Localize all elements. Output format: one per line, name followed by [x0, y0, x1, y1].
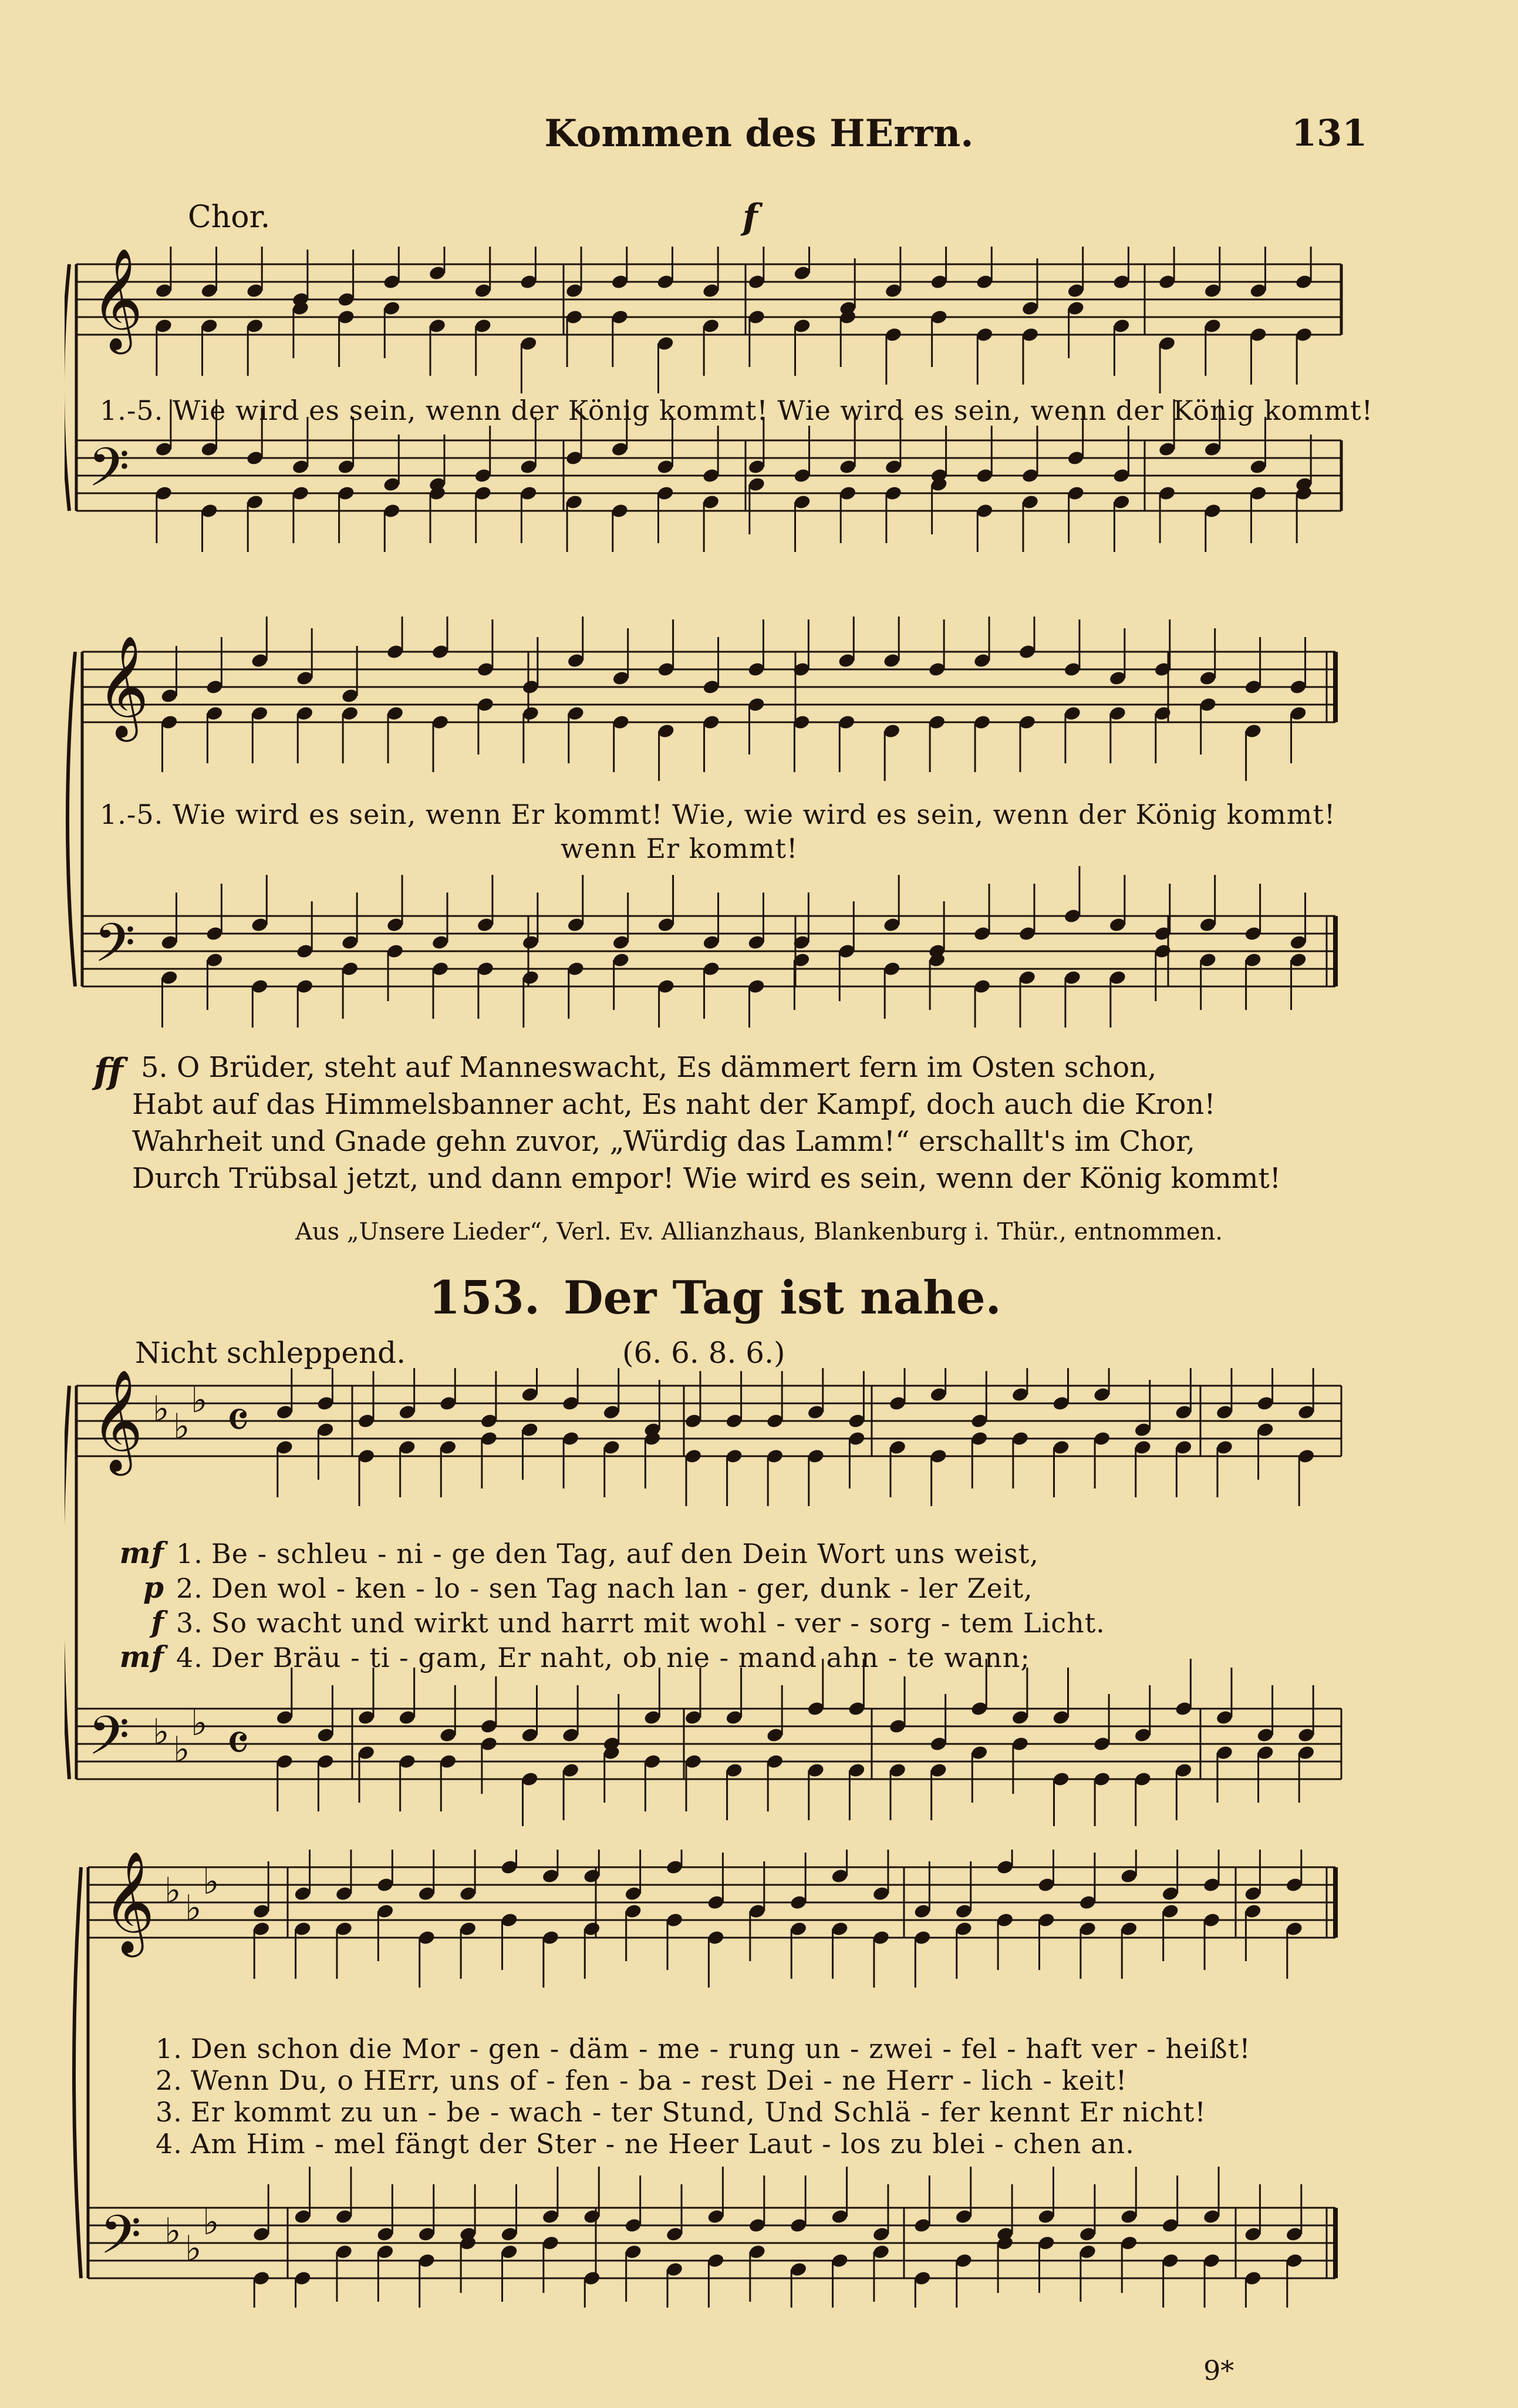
flat-sign-icon: ♭ [164, 2211, 181, 2252]
dynamic-fortissimo: ff [94, 1051, 123, 1092]
flat-sign-icon: ♭ [173, 1406, 190, 1447]
common-time-icon: 𝄴 [226, 1713, 250, 1774]
meter-marking: (6. 6. 8. 6.) [622, 1336, 785, 1370]
system-2-lyric-under: wenn Er kommt! [561, 833, 798, 864]
verse-5-line-1: 5. O Brüder, steht auf Manneswacht, Es dämmert fern im Osten schon, [141, 1051, 1157, 1084]
system-1-lyric: 1.-5. Wie wird es sein, wenn der König kommt! Wie wird es sein, wenn der König kommt! [100, 395, 1374, 426]
hymn-verses-a [117, 1535, 1105, 1674]
treble-clef-icon: 𝄞 [91, 1369, 143, 1471]
verse-line: 2. Wenn Du, o HErr, uns of - fen - ba - rest Dei - ne Herr - lich - keit! [156, 2065, 1128, 2096]
system-brace-icon [65, 1386, 69, 1779]
system-2-lyric: 1.-5. Wie wird es sein, wenn Er kommt! Wie, wie wird es sein, wenn der König kommt! [100, 799, 1336, 830]
treble-staff-3 [76, 1386, 1341, 1456]
bass-clef-icon: 𝄢 [100, 2204, 141, 2279]
verse-line: 3. Er kommt zu un - be - wach - ter Stund, Und Schlä - fer kennt Er nicht! [156, 2096, 1206, 2128]
verse-line: 1. Den schon die Mor - gen - däm - me - rung un - zwei - fel - haft ver - heißt! [156, 2033, 1251, 2065]
dynamic-forte: f [743, 197, 758, 238]
tempo-marking: Nicht schleppend. [135, 1336, 406, 1370]
verse-line: mf 1. Be - schleu - ni - ge den Tag, auf den Dein Wort uns weist, [119, 1535, 1039, 1570]
chor-label: Chor. [188, 200, 271, 235]
signature-mark: 9* [1203, 2355, 1234, 2386]
flat-sign-icon: ♭ [203, 2202, 220, 2243]
bass-clef-icon: 𝄢 [88, 436, 130, 511]
verse-5-line-4: Durch Trübsal jetzt, und dann empor! Wie wird es sein, wenn der König kommt! [132, 1162, 1281, 1195]
bass-clef-icon: 𝄢 [94, 912, 136, 987]
flat-sign-icon: ♭ [153, 1389, 170, 1430]
hymn-title-text: Der Tag ist nahe. [563, 1271, 1001, 1325]
page-number: 131 [1291, 112, 1368, 154]
hymn-title [429, 1271, 1001, 1325]
bass-clef-icon: 𝄢 [88, 1705, 130, 1780]
flat-sign-icon: ♭ [185, 1888, 202, 1929]
verse-5-line-2: Habt auf das Himmelsbanner acht, Es naht der Kampf, doch auch die Kron! [132, 1088, 1216, 1121]
flat-sign-icon: ♭ [153, 1712, 170, 1753]
flat-sign-icon: ♭ [191, 1703, 208, 1744]
flat-sign-icon: ♭ [173, 1729, 190, 1770]
flat-sign-icon: ♭ [203, 1861, 220, 1902]
system-brace-icon [74, 1867, 81, 2278]
verse-line: f 3. So wacht und wirkt und harrt mit wohl - ver - sorg - tem Licht. [151, 1605, 1105, 1639]
hymn-number: 153. [429, 1271, 540, 1325]
bass-staff-3 [76, 1709, 1341, 1779]
system-brace-icon [68, 652, 75, 986]
verse-line: mf 4. Der Bräu - ti - gam, Er naht, ob nie - mand ahn - te wann; [119, 1639, 1030, 1674]
treble-clef-icon: 𝄞 [91, 248, 143, 350]
system-brace-icon [65, 264, 69, 511]
common-time-icon: 𝄴 [226, 1390, 250, 1451]
treble-clef-icon: 𝄞 [97, 635, 149, 737]
verse-5-line-3: Wahrheit und Gnade gehn zuvor, „Würdig das Lamm!“ erschallt's im Chor, [132, 1125, 1195, 1158]
source-credit: Aus „Unsere Lieder“, Verl. Ev. Allianzhaus, Blankenburg i. Thür., entnommen. [295, 1218, 1223, 1245]
flat-sign-icon: ♭ [191, 1380, 208, 1421]
hymn-verses-b [156, 2033, 1251, 2160]
treble-clef-icon: 𝄞 [103, 1851, 155, 1953]
flat-sign-icon: ♭ [185, 2228, 202, 2269]
flat-sign-icon: ♭ [164, 1870, 181, 1911]
running-title: Kommen des HErrn. [544, 112, 974, 156]
bass-staff-2 [82, 916, 1335, 986]
verse-line: 4. Am Him - mel fängt der Ster - ne Heer Laut - los zu blei - chen an. [156, 2128, 1135, 2160]
verse-line: p 2. Den wol - ken - lo - sen Tag nach lan - ger, dunk - ler Zeit, [143, 1570, 1033, 1605]
